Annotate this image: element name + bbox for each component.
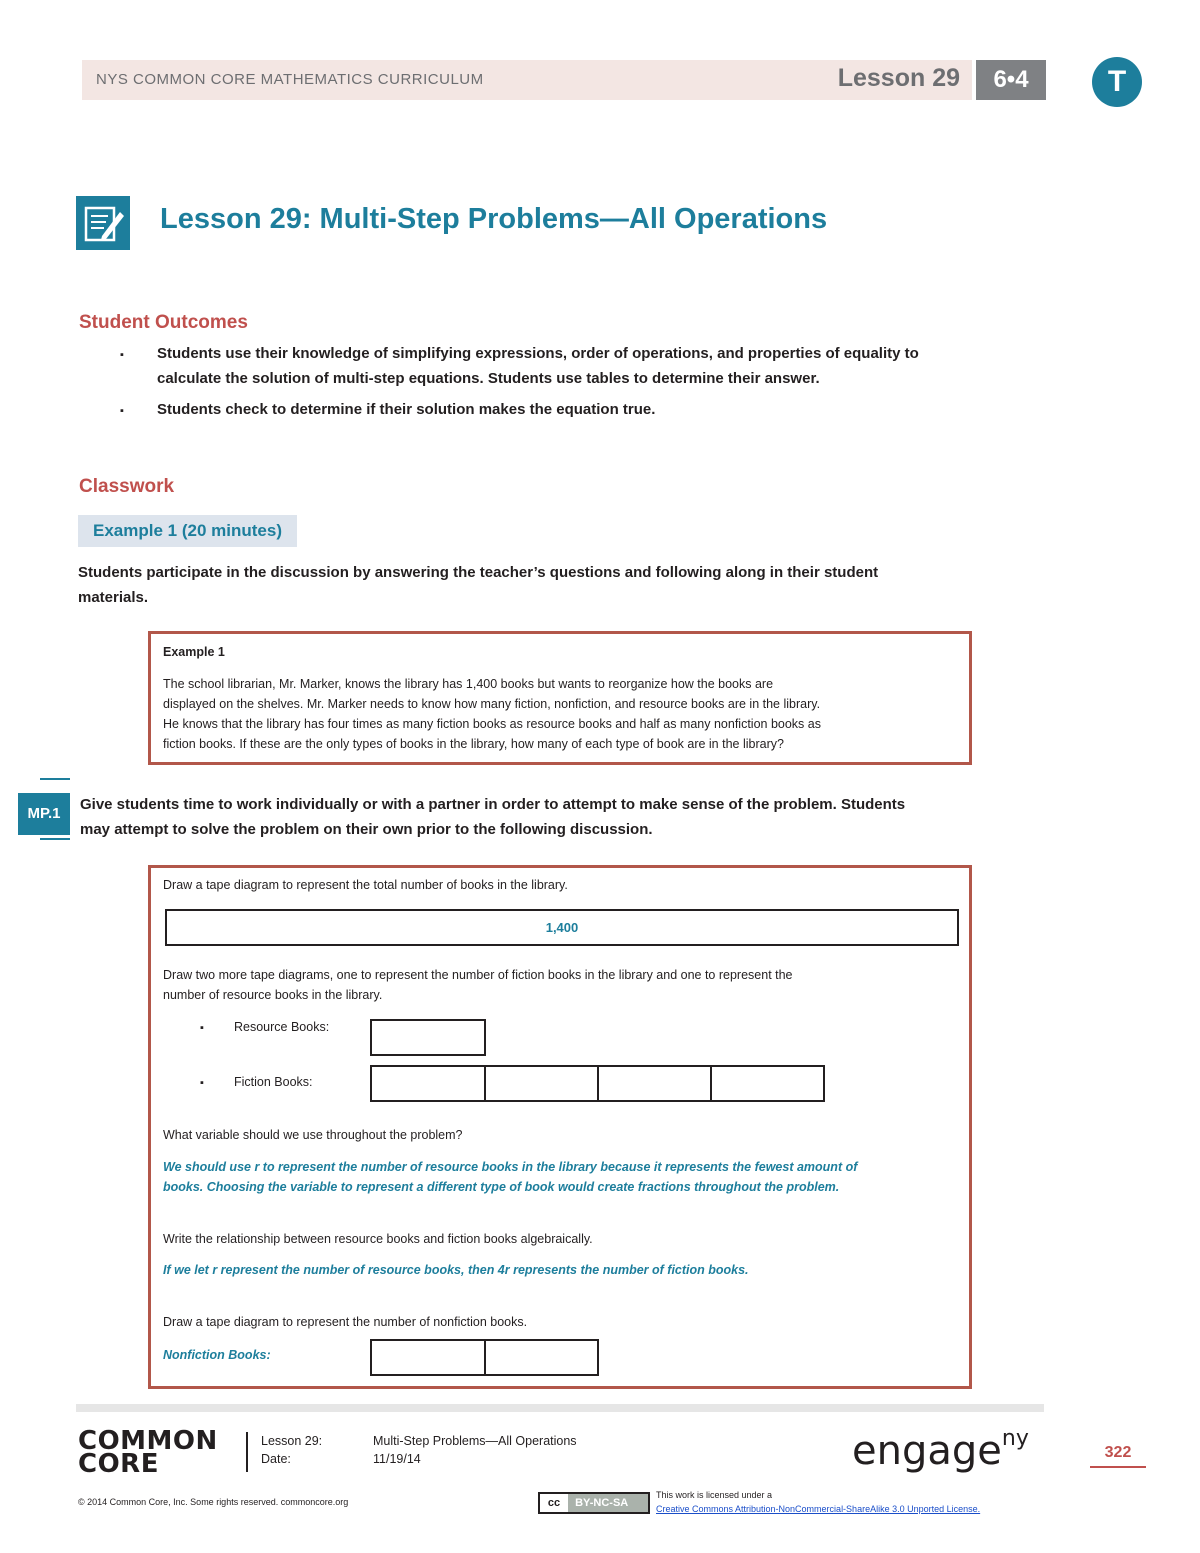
bullet-fiction: ▪ xyxy=(200,1077,204,1089)
header-lesson: Lesson 29 xyxy=(837,64,960,92)
logo-line1: COMMON xyxy=(78,1426,218,1456)
student-outcomes-heading: Student Outcomes xyxy=(79,312,248,333)
outcome-2: Students check to determine if their solution makes the equation true. xyxy=(157,401,656,418)
teacher-badge: T xyxy=(1092,57,1142,107)
tape-fiction-segment xyxy=(599,1067,712,1100)
question-relation: Write the relationship between resource books and fiction books algebraically. xyxy=(163,1232,593,1246)
classwork-heading: Classwork xyxy=(79,476,175,497)
question-variable: What variable should we use throughout the problem? xyxy=(163,1128,463,1142)
common-core-logo xyxy=(78,1426,218,1479)
copyright: © 2014 Common Core, Inc. Some rights reserved. commoncore.org xyxy=(78,1497,349,1507)
bullet-2: ▪ xyxy=(120,405,124,417)
prompt-two-diagrams-line1: Draw two more tape diagrams, one to represent the number of fiction books in the library and one to represent the xyxy=(163,968,793,982)
license-text: This work is licensed under a xyxy=(656,1490,773,1500)
engageny-logo xyxy=(852,1428,1029,1474)
cc-license-badge[interactable] xyxy=(538,1492,650,1514)
answer-relation: If we let r represent the number of resource books, then 4r represents the number of fiction books. xyxy=(163,1263,749,1277)
footer-lesson-label: Lesson 29: xyxy=(261,1434,323,1448)
tape-total xyxy=(165,909,959,946)
classwork-intro-line2: materials. xyxy=(78,589,149,606)
outcome-1-line2: calculate the solution of multi-step equations. Students use tables to determine their answer. xyxy=(157,370,820,387)
tape-fiction-segment xyxy=(486,1067,599,1100)
answer-variable-line1: We should use r to represent the number of resource books in the library because it represents the fewest amount of xyxy=(163,1160,858,1174)
page-title: Lesson 29: Multi-Step Problems—All Operations xyxy=(160,203,828,235)
cc-mark: cc xyxy=(540,1494,568,1512)
engage-text: engage xyxy=(852,1428,1002,1474)
classwork-intro-line1: Students participate in the discussion by answering the teacher’s questions and following along in their student xyxy=(78,564,879,581)
bullet-1: ▪ xyxy=(120,349,124,361)
mp-text-line1: Give students time to work individually or with a partner in order to attempt to make sense of the problem. Students xyxy=(80,796,906,813)
prompt-nonfiction: Draw a tape diagram to represent the number of nonfiction books. xyxy=(163,1315,528,1329)
mp-text-line2: may attempt to solve the problem on their own prior to the following discussion. xyxy=(80,821,653,838)
tape-nonfiction xyxy=(370,1339,599,1376)
curriculum-title: NYS COMMON CORE MATHEMATICS CURRICULUM xyxy=(96,71,484,88)
nonfiction-books-label: Nonfiction Books: xyxy=(163,1348,271,1362)
example-1-line1: The school librarian, Mr. Marker, knows the library has 1,400 books but wants to reorganize how the books are xyxy=(163,677,774,691)
mp-tag: MP.1 xyxy=(18,793,70,835)
grade-module: 6•4 xyxy=(976,60,1046,100)
tape-fiction-segment xyxy=(372,1067,486,1100)
example-1-line3: He knows that the library has four times as many fiction books as resource books and half as many nonfiction books as xyxy=(163,717,821,731)
lesson-notebook-icon xyxy=(76,196,130,250)
resource-books-label: Resource Books: xyxy=(234,1020,330,1034)
footer-separator xyxy=(246,1432,248,1472)
answer-variable-line2: books. Choosing the variable to represent a different type of book would create fractions throughout the problem. xyxy=(163,1180,840,1194)
tape-nonfiction-segment xyxy=(372,1341,486,1374)
tape-fiction xyxy=(370,1065,825,1102)
tape-total-value: 1,400 xyxy=(545,920,579,935)
fiction-books-label: Fiction Books: xyxy=(234,1075,313,1089)
bullet-resource: ▪ xyxy=(200,1022,204,1034)
example-1-heading: Example 1 (20 minutes) xyxy=(78,515,297,547)
logo-line2: CORE xyxy=(78,1449,159,1479)
engage-ny-text: ny xyxy=(1001,1426,1029,1451)
example-1-line4: fiction books. If these are the only types of books in the library, how many of each type of book are in the library? xyxy=(163,737,784,751)
cc-badge-text: BY-NC-SA xyxy=(575,1497,629,1509)
outcome-1-line1: Students use their knowledge of simplifying expressions, order of operations, and properties of equality to xyxy=(157,345,919,362)
footer-lesson-value: Multi-Step Problems—All Operations xyxy=(373,1434,577,1448)
footer-date-label: Date: xyxy=(261,1452,291,1466)
page-number: 322 xyxy=(1090,1444,1146,1468)
example-1-line2: displayed on the shelves. Mr. Marker needs to know how many fiction, nonfiction, and resource books are in the library. xyxy=(163,697,821,711)
prompt-total-diagram: Draw a tape diagram to represent the total number of books in the library. xyxy=(163,878,568,892)
example-1-label: Example 1 xyxy=(163,645,225,659)
footer-rule xyxy=(76,1404,1044,1412)
license-link[interactable]: Creative Commons Attribution-NonCommercial-ShareAlike 3.0 Unported License. xyxy=(656,1504,981,1514)
footer-date-value: 11/19/14 xyxy=(373,1452,421,1466)
prompt-two-diagrams-line2: number of resource books in the library. xyxy=(163,988,383,1002)
tape-resource xyxy=(370,1019,486,1056)
